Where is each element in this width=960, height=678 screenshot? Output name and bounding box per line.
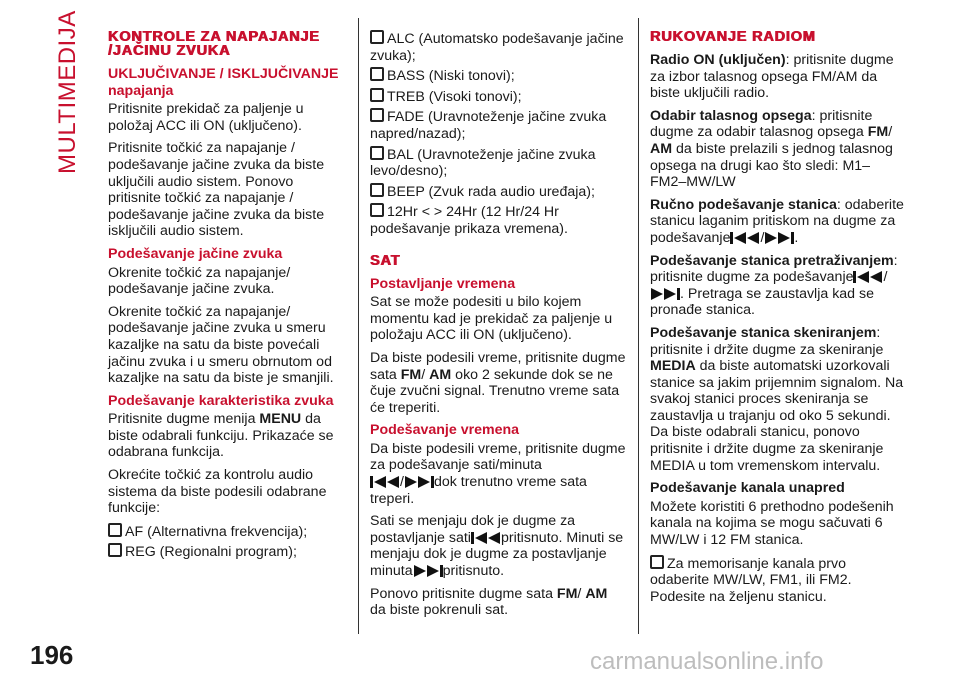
paragraph: Pritisnite prekidač za paljenje u položaj ACC ili ON (uključeno). bbox=[108, 101, 304, 134]
paragraph: Pritisnite dugme menija MENU da biste odabrali funkciju. Prikazaće se odabrana funkcija. bbox=[108, 411, 334, 461]
paragraph: Radio ON (uključen): pritisnite dugme za izbor talasnog opsega FM/AM da biste uključili radio. bbox=[650, 52, 894, 102]
column-3 bbox=[650, 30, 906, 608]
seek-forward-icon bbox=[413, 564, 443, 578]
list-item: BEEP (Zvuk rada audio uređaja); bbox=[370, 183, 630, 201]
seek-back-icon bbox=[730, 231, 760, 245]
list-item: REG (Regionalni program); bbox=[108, 543, 350, 561]
checkbox-bullet-icon bbox=[370, 183, 384, 197]
paragraph: Pritisnite točkić za napajanje / podešavanje jačine zvuka da biste uključili audio sistem. Ponovo pritisnite točkić za napajanje / podešavanje jačine zvuka da biste isključili audio sistem. bbox=[108, 140, 325, 240]
list-item: FADE (Uravnoteženje jačine zvuka napred/nazad); bbox=[370, 109, 607, 142]
paragraph: Odabir talasnog opsega: pritisnite dugme za odabir talasnog opsega FM/ AM da biste prelazili s jednog talasnog opsega na drugi kao što sledi: M1–FM2–MW/LW bbox=[650, 107, 893, 191]
subheading-power: UKLJUČIVANJE / ISKLJUČIVANJE napajanja bbox=[108, 66, 339, 99]
paragraph: Okrenite točkić za napajanje/ podešavanje jačine zvuka. bbox=[108, 264, 291, 298]
paragraph: Okrećite točkić za kontrolu audio sistema da biste podesili odabrane funkcije: bbox=[108, 467, 327, 517]
checkbox-bullet-icon bbox=[108, 523, 122, 537]
paragraph: Sat se može podesiti u bilo kojem momentu kad je prekidač za paljenje u položaju ACC ili ON (uključeno). bbox=[370, 294, 613, 344]
seek-back-icon bbox=[853, 270, 883, 284]
seek-back-icon bbox=[370, 475, 400, 489]
watermark: carmanualsonline.info bbox=[590, 648, 824, 675]
checkbox-bullet-icon bbox=[370, 30, 384, 44]
checkbox-bullet-icon bbox=[370, 203, 384, 217]
seek-forward-icon bbox=[764, 231, 794, 245]
checkbox-bullet-icon bbox=[650, 555, 664, 569]
paragraph: Ponovo pritisnite dugme sata FM/ AM da biste pokrenuli sat. bbox=[370, 585, 608, 619]
column-1 bbox=[108, 30, 350, 564]
paragraph: Ručno podešavanje stanica: odaberite stanicu laganim pritiskom na dugme za podešavanje / . bbox=[650, 196, 904, 246]
checkbox-bullet-icon bbox=[370, 146, 384, 160]
paragraph: Okrenite točkić za napajanje/ podešavanje jačine zvuka u smeru kazaljke na satu da biste povećali jačinu zvuka i u smeru obrnutom od kazaljke na satu da biste je smanjili. bbox=[108, 303, 334, 387]
section-title-clock: SAT bbox=[370, 252, 401, 269]
paragraph: Da biste podesili vreme, pritisnite dugme za podešavanje sati/minuta / dok trenutno vreme sata treperi. bbox=[370, 440, 626, 507]
list-item: TREB (Visoki tonovi); bbox=[370, 88, 630, 106]
checkbox-bullet-icon bbox=[108, 543, 122, 557]
seek-back-icon bbox=[471, 531, 501, 545]
seek-forward-icon bbox=[404, 475, 434, 489]
column-2 bbox=[370, 30, 630, 625]
list-item: AF (Alternativna frekvencija); bbox=[108, 523, 350, 541]
subheading-adjust-time: Podešavanje vremena bbox=[370, 422, 520, 439]
subheading-volume: Podešavanje jačine zvuka bbox=[108, 245, 283, 262]
page-number: 196 bbox=[30, 640, 74, 670]
column-divider bbox=[638, 18, 639, 634]
subheading-presets: Podešavanje kanala unapred bbox=[650, 480, 845, 497]
checkbox-bullet-icon bbox=[370, 108, 384, 122]
section-side-label: MULTIMEDIJA bbox=[54, 10, 81, 174]
list-item: BAL (Uravnoteženje jačine zvuka levo/desno); bbox=[370, 146, 596, 180]
list-item: Za memorisanje kanala prvo odaberite MW/LW, FM1, ili FM2. Podesite na željenu stanicu. bbox=[650, 555, 852, 605]
subheading-sound: Podešavanje karakteristika zvuka bbox=[108, 392, 334, 409]
paragraph: Podešavanje stanica pretraživanjem: pritisnite dugme za podešavanje /. Pretraga se zaustavlja kad se pronađe stanica. bbox=[650, 252, 898, 319]
checkbox-bullet-icon bbox=[370, 67, 384, 81]
list-item: 12Hr < > 24Hr (12 Hr/24 Hr podešavanje prikaza vremena). bbox=[370, 204, 568, 237]
checkbox-bullet-icon bbox=[370, 88, 384, 102]
section-title-radio: RUKOVANJE RADIOM bbox=[650, 29, 816, 45]
subheading-set-time: Postavljanje vremena bbox=[370, 275, 516, 292]
paragraph: Možete koristiti 6 prethodno podešenih kanala na kojima se mogu sačuvati 6 MW/LW i 12 FM stanica. bbox=[650, 498, 894, 549]
paragraph: Sati se menjaju dok je dugme za postavljanje sati pritisnuto. Minuti se menjaju dok je dugme za postavljanje minuta pritisnuto. bbox=[370, 513, 624, 580]
list-item: BASS (Niski tonovi); bbox=[370, 67, 630, 85]
list-item: ALC (Automatsko podešavanje jačine zvuka); bbox=[370, 31, 624, 64]
column-divider bbox=[358, 18, 359, 634]
seek-forward-icon bbox=[650, 287, 680, 301]
paragraph: Da biste podesili vreme, pritisnite dugme sata FM/ AM oko 2 sekunde dok se ne čuje zvučni signal. Trenutno vreme sata će treperiti. bbox=[370, 349, 626, 416]
paragraph: Podešavanje stanica skeniranjem: pritisnite i držite dugme za skeniranje MEDIA da biste automatski uzorkovali stanice sa jakim prijemnim signalom. Na svakoj stanici proces skeniranja se zaustavlja u trajanju od oko 5 sekundi. Da biste odabrali stanicu, ponovo pritisnite i držite dugme za skeniranje MEDIA u tom vremenskom intervalu. bbox=[650, 324, 904, 474]
section-title-power-volume: KONTROLE ZA NAPAJANJE /JAČINU ZVUKA bbox=[108, 29, 320, 59]
